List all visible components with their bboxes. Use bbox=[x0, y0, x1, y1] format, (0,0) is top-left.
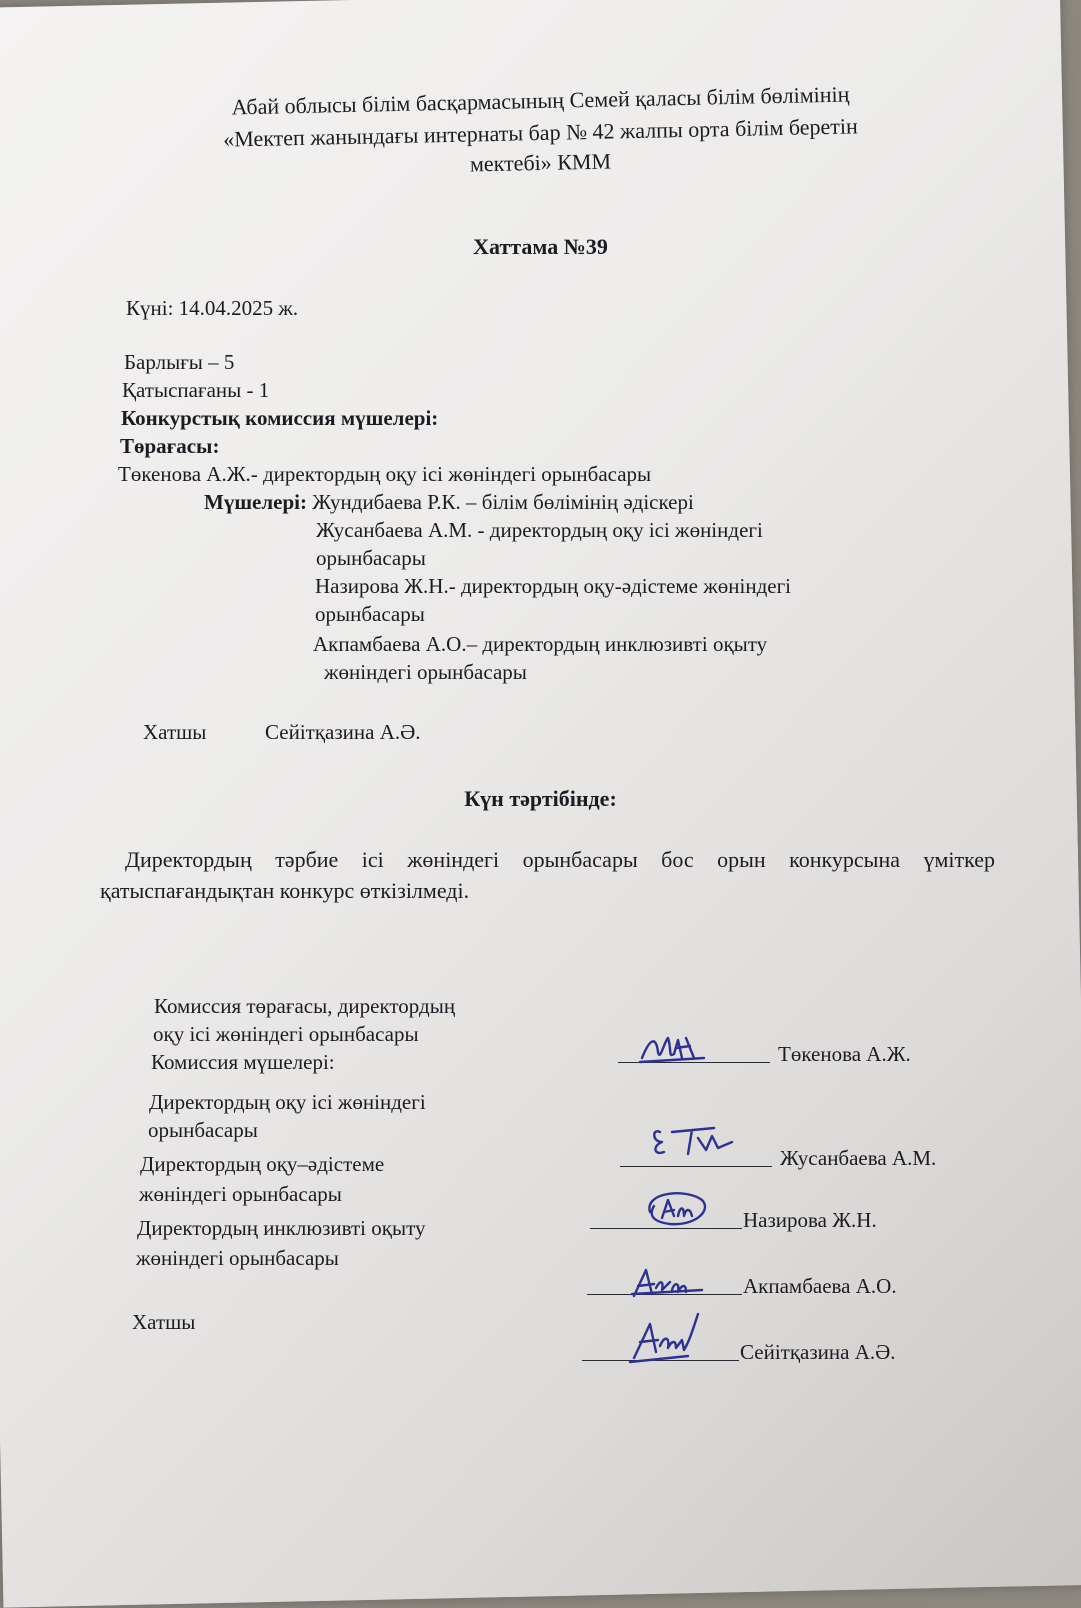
attendance-total: Барлығы – 5 bbox=[124, 350, 235, 374]
sig-3-role-2: жөніндегі орынбасары bbox=[136, 1246, 339, 1270]
header-line-3: мектебі» КММ bbox=[469, 148, 612, 177]
members-row-1 bbox=[204, 490, 694, 515]
chair-label: Төрағасы: bbox=[120, 434, 220, 458]
agenda-text: Директордың тәрбие ісі жөніндегі орынбасары бос орын конкурсына үміткер қатыспағандықтан конкурс өткізілмеді. bbox=[100, 847, 995, 903]
secretary-name: Сейітқазина А.Ә. bbox=[265, 720, 421, 744]
sig-3-role-1: Директордың инклюзивті оқыту bbox=[137, 1216, 426, 1240]
member-1: Жундибаева Р.К. – білім бөлімінің әдіскері bbox=[312, 490, 694, 514]
signature-line-1 bbox=[620, 1166, 772, 1167]
header-line-1: Абай облысы білім басқармасының Семей қаласы білім бөлімінің bbox=[231, 81, 850, 120]
sig-3-name: Акпамбаева А.О. bbox=[743, 1274, 897, 1298]
sig-secretary-label: Хатшы bbox=[132, 1310, 196, 1334]
sig-1-role-2: орынбасары bbox=[148, 1118, 258, 1142]
sig-2-name: Назирова Ж.Н. bbox=[743, 1208, 877, 1232]
agenda-heading: Күн тәртібінде: bbox=[464, 786, 617, 811]
secretary-label: Хатшы bbox=[143, 720, 207, 744]
sig-2-role-2: жөніндегі орынбасары bbox=[139, 1182, 342, 1206]
member-2-line-1: Жусанбаева А.М. - директордың оқу ісі жөніндегі bbox=[316, 518, 763, 542]
date-line: Күні: 14.04.2025 ж. bbox=[126, 296, 299, 320]
sig-1-role-1: Директордың оқу ісі жөніндегі bbox=[149, 1090, 426, 1114]
sig-chair-name: Төкенова А.Ж. bbox=[778, 1042, 911, 1066]
sig-chair-role-1: Комиссия төрағасы, директордың bbox=[154, 994, 456, 1018]
sig-members-label: Комиссия мүшелері: bbox=[151, 1050, 335, 1074]
commission-heading: Конкурстық комиссия мүшелері: bbox=[121, 406, 439, 430]
member-2-line-2: орынбасары bbox=[316, 546, 426, 570]
attendance-absent: Қатыспағаны - 1 bbox=[122, 378, 270, 402]
header-line-2: «Мектеп жанындағы интернаты бар № 42 жалпы орта білім беретін bbox=[222, 113, 859, 152]
chair-line: Төкенова А.Ж.- директордың оқу ісі жөніндегі орынбасары bbox=[118, 462, 652, 486]
sig-2-role-1: Директордың оқу–әдістеме bbox=[140, 1152, 385, 1176]
member-4-line-2: жөніндегі орынбасары bbox=[324, 660, 527, 684]
member-3-line-1: Назирова Ж.Н.- директордың оқу-әдістеме жөніндегі bbox=[315, 574, 792, 598]
member-3-line-2: орынбасары bbox=[315, 602, 425, 626]
member-4-line-1: Акпамбаева А.О.– директордың инклюзивті оқыту bbox=[313, 632, 768, 656]
document-title: Хаттама №39 bbox=[473, 234, 608, 259]
sig-chair-role-2: оқу ісі жөніндегі орынбасары bbox=[153, 1022, 419, 1046]
members-label: Мүшелері: bbox=[204, 490, 307, 514]
sig-secretary-name: Сейітқазина А.Ә. bbox=[740, 1340, 896, 1364]
sig-1-name: Жусанбаева А.М. bbox=[780, 1146, 937, 1170]
